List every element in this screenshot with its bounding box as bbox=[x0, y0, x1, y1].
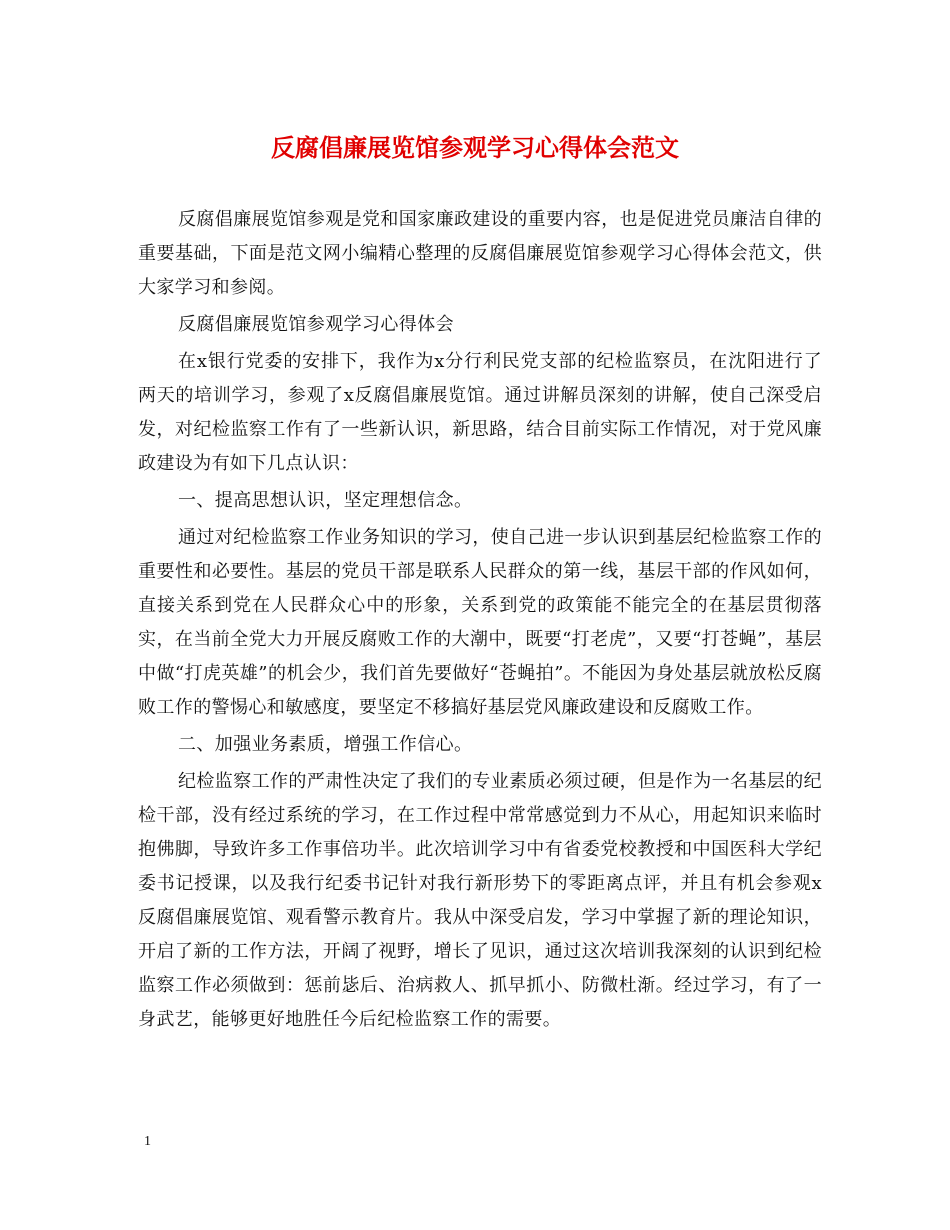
paragraph-background: 在x银行党委的安排下，我作为x分行利民党支部的纪检监察员，在沈阳进行了两天的培训学习，参观了x反腐倡廉展览馆。通过讲解员深刻的讲解，使自己深受启发，对纪检监察工作有了一些新认识，新思路，结合目前实际工作情况，对于党风廉政建设为有如下几点认识： bbox=[138, 351, 822, 474]
paragraph-intro: 反腐倡廉展览馆参观是党和国家廉政建设的重要内容，也是促进党员廉洁自律的重要基础，下面是范文网小编精心整理的反腐倡廉展览馆参观学习心得体会范文，供大家学习和参阅。 bbox=[138, 209, 822, 298]
section-heading-1: 一、提高思想认识，坚定理想信念。 bbox=[178, 490, 473, 511]
paragraph-subtitle: 反腐倡廉展览馆参观学习心得体会 bbox=[178, 314, 454, 335]
document-body bbox=[138, 203, 822, 1040]
paragraph-section-2: 纪检监察工作的严肃性决定了我们的专业素质必须过硬，但是作为一名基层的纪检干部，没有经过系统的学习，在工作过程中常常感觉到力不从心，用起知识来临时抱佛脚，导致许多工作事倍功半。此次培训学习中有省委党校教授和中国医科大学纪委书记授课，以及我行纪委书记针对我行新形势下的零距离点评，并且有机会参观x反腐倡廉展览馆、观看警示教育片。我从中深受启发，学习中掌握了新的理论知识，开启了新的工作方法，开阔了视野，增长了见识，通过这次培训我深刻的认识到纪检监察工作必须做到：惩前毖后、治病救人、抓早抓小、防微杜渐。经过学习，有了一身武艺，能够更好地胜任今后纪检监察工作的需要。 bbox=[138, 771, 822, 1030]
document-title: 反腐倡廉展览馆参观学习心得体会范文 bbox=[271, 133, 679, 162]
section-heading-2: 二、加强业务素质，增强工作信心。 bbox=[178, 734, 473, 755]
page-number: 1 bbox=[144, 1134, 151, 1149]
paragraph-section-1: 通过对纪检监察工作业务知识的学习，使自己进一步认识到基层纪检监察工作的重要性和必要性。基层的党员干部是联系人民群众的第一线，基层干部的作风如何，直接关系到党在人民群众心中的形象，关系到党的政策能不能完全的在基层贯彻落实，在当前全党大力开展反腐败工作的大潮中，既要“打老虎”，又要“打苍蝇”，基层中做“打虎英雄”的机会少，我们首先要做好“苍蝇拍”。不能因为身处基层就放松反腐败工作的警惕心和敏感度，要坚定不移搞好基层党风廉政建设和反腐败工作。 bbox=[138, 527, 822, 718]
